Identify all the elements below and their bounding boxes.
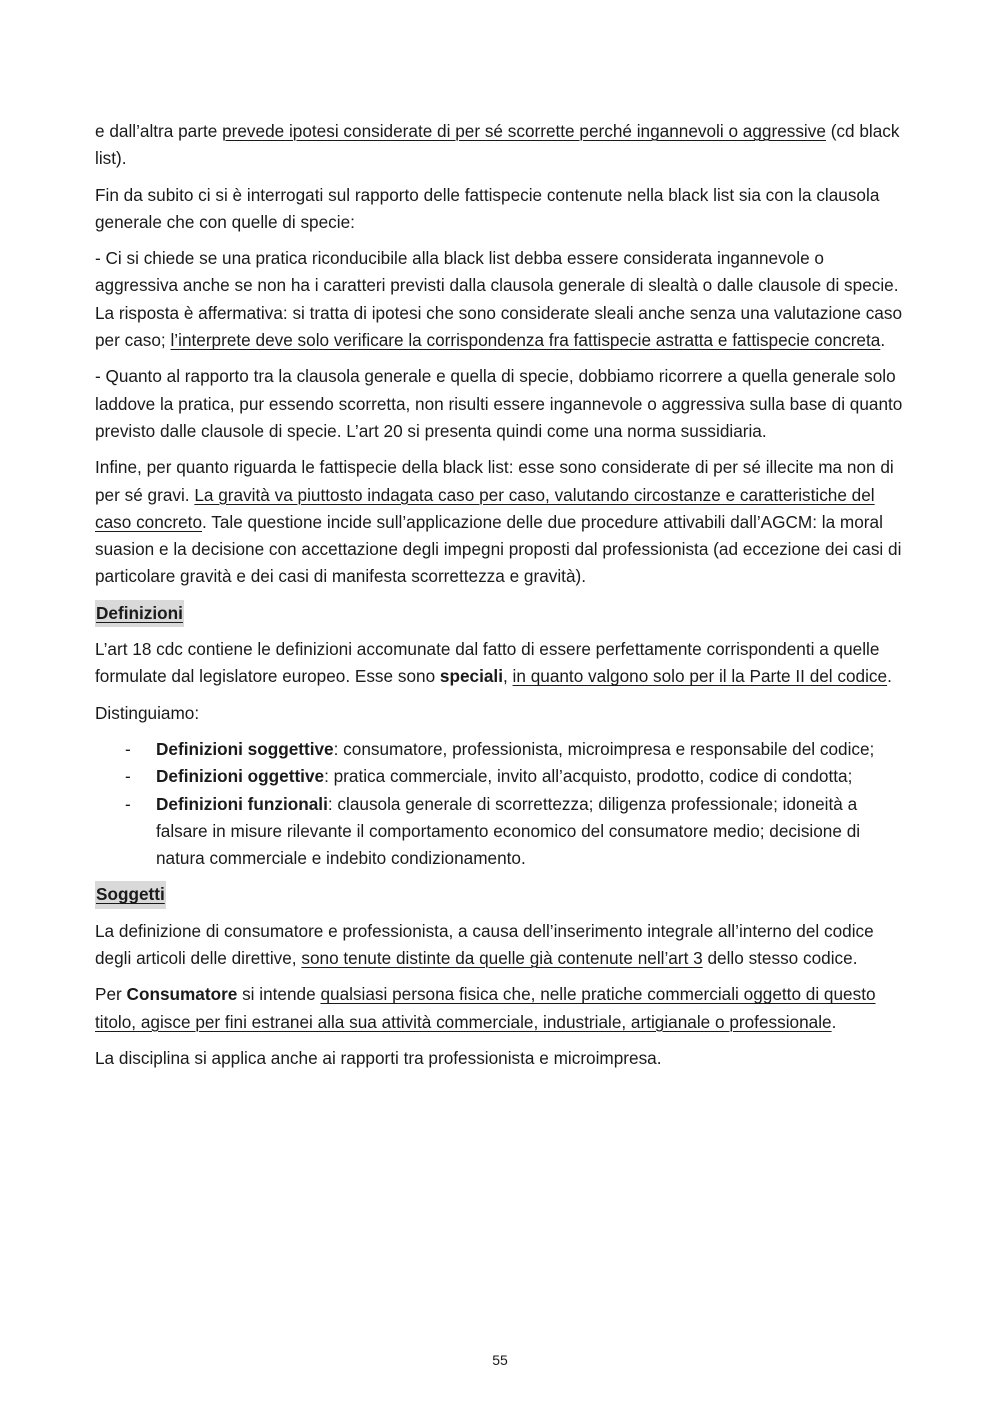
- underlined-text: La gravità va piuttosto indagata caso per caso, valutando circostanze e caratteristiche del caso concreto: [95, 484, 875, 532]
- text-run: .: [880, 330, 886, 351]
- list-item-term: Definizioni oggettive: [156, 766, 325, 787]
- paragraph-consumer-professional: [95, 918, 905, 973]
- bold-text: Consumatore: [126, 984, 238, 1005]
- list-item: [95, 736, 905, 763]
- paragraph-consumer-definition: [95, 981, 905, 1036]
- section-heading-wrapper: [95, 600, 905, 627]
- underlined-text: sono tenute distinte da quelle già contenute nell’art 3: [301, 948, 703, 969]
- list-item: [95, 763, 905, 790]
- paragraph-black-list-intro: [95, 118, 905, 173]
- paragraph-definitions-intro: [95, 636, 905, 691]
- list-item: [95, 791, 905, 873]
- underlined-text: in quanto valgono solo per il la Parte II del codice: [512, 666, 888, 687]
- document-page: [95, 118, 905, 1081]
- text-run: si intende: [237, 984, 321, 1005]
- bold-text: speciali: [439, 666, 503, 687]
- text-run: Infine, per quanto riguarda le fattispecie della black list: esse sono considerate di per sé illecite ma non di per sé gravi.: [95, 457, 894, 505]
- list-item-term: Definizioni soggettive: [156, 738, 334, 759]
- underlined-text: prevede ipotesi considerate di per sé scorrette perché ingannevoli o aggressive: [222, 121, 826, 141]
- paragraph-point-one: [95, 245, 905, 354]
- section-heading-soggetti: Soggetti: [95, 881, 166, 908]
- page-number: 55: [492, 1352, 508, 1368]
- paragraph-question: Fin da subito ci si è interrogati sul rapporto delle fattispecie contenute nella black list sia con la clausola generale che con quelle di specie:: [95, 184, 880, 232]
- underlined-text: qualsiasi persona fisica che, nelle pratiche commerciali oggetto di questo titolo, agisce per fini estranei alla sua attività commerciale, industriale, artigianale o professionale: [95, 984, 876, 1032]
- text-run: .: [831, 1011, 837, 1032]
- text-run: La definizione di consumatore e professionista, a causa dell’inserimento integrale all’interno del codice degli articoli delle direttive,: [95, 920, 874, 969]
- definitions-list: [95, 736, 905, 872]
- list-item-text: : consumatore, professionista, microimpresa e responsabile del codice;: [333, 738, 875, 759]
- text-run: dello stesso codice.: [702, 948, 858, 969]
- text-run: .: [887, 666, 892, 687]
- text-run: - Ci si chiede se una pratica riconducibile alla black list debba essere considerata ingannevole o aggressiva anche se non ha i caratteri previsti dalla clausola generale di slealtà o dalle clausole di specie. La risposta è affermativa: si tratta di ipotesi che sono considerate sleali anche senza una valutazione caso per caso;: [95, 248, 903, 351]
- paragraph-microimpresa: La disciplina si applica anche ai rapporti tra professionista e microimpresa.: [95, 1047, 662, 1068]
- list-item-term: Definizioni funzionali: [156, 793, 328, 814]
- dash-marker: -: [125, 738, 131, 759]
- text-run: e dall’altra parte: [95, 121, 223, 141]
- text-run: ,: [502, 666, 513, 687]
- text-run: L’art 18 cdc contiene le definizioni accomunate dal fatto di essere perfettamente corrispondenti a quelle formulate dal legislatore europeo. Esse sono: [95, 639, 880, 687]
- section-heading-wrapper: [95, 881, 905, 908]
- text-run: (cd black list).: [95, 121, 900, 169]
- paragraph-distinguiamo: Distinguiamo:: [95, 702, 200, 723]
- list-item-text: : pratica commerciale, invito all’acquisto, prodotto, codice di condotta;: [324, 766, 853, 787]
- section-heading-definizioni: Definizioni: [95, 600, 184, 627]
- dash-marker: -: [125, 766, 131, 787]
- dash-marker: -: [125, 793, 131, 814]
- paragraph-point-two: - Quanto al rapporto tra la clausola generale e quella di specie, dobbiamo ricorrere a quella generale solo laddove la pratica, pur essendo scorretta, non risulti essere ingannevole o aggressiva sulla base di quanto previsto dalle clausole di specie. L’art 20 si presenta quindi come una norma sussidiaria.: [95, 366, 903, 441]
- text-run: . Tale questione incide sull’applicazione delle due procedure attivabili dall’AGCM: la moral suasion e la decisione con accettazione degli impegni proposti dal professionista (ad eccezione dei casi di particolare gravità e dei casi di manifesta scorrettezza e gravità).: [95, 511, 902, 587]
- text-run: Per: [95, 984, 127, 1005]
- underlined-text: l’interprete deve solo verificare la corrispondenza fra fattispecie astratta e fattispecie concreta: [170, 330, 881, 351]
- paragraph-gravity: [95, 454, 905, 590]
- list-item-text: : clausola generale di scorrettezza; diligenza professionale; idoneità a falsare in misure rilevante il comportamento economico del consumatore medio; decisione di natura commerciale e indebito condizionamento.: [156, 793, 861, 869]
